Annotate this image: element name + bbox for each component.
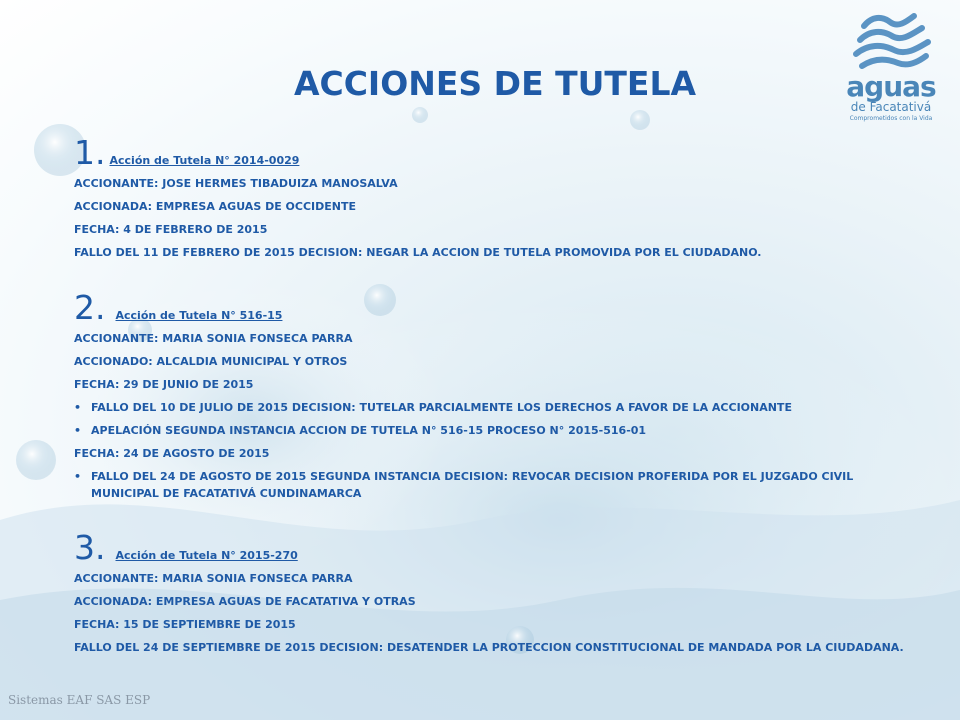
section-number: 3. (74, 528, 106, 567)
fecha-line: FECHA: 4 DE FEBRERO DE 2015 (74, 223, 268, 236)
section-link[interactable]: Acción de Tutela N° 2015-270 (115, 549, 298, 562)
bullet-item (74, 419, 914, 442)
fallo-line: FALLO DEL 24 DE SEPTIEMBRE DE 2015 DECISION: DESATENDER LA PROTECCION CONSTITUCIONAL DE MANDADA POR LA CIUDADANA. (74, 641, 904, 654)
page-title: ACCIONES DE TUTELA (293, 64, 697, 103)
fecha-line: FECHA: 24 DE AGOSTO DE 2015 (74, 447, 270, 460)
bullet-text: APELACIÓN SEGUNDA INSTANCIA ACCION DE TUTELA N° 516-15 PROCESO N° 2015-516-01 (91, 424, 647, 437)
accionado-line: ACCIONADO: ALCALDIA MUNICIPAL Y OTROS (74, 355, 348, 368)
section-number: 1. (74, 133, 106, 172)
section-header (74, 529, 914, 567)
bullet-item (74, 396, 914, 419)
fallo-line: FALLO DEL 11 DE FEBRERO DE 2015 DECISION: NEGAR LA ACCION DE TUTELA PROMOVIDA POR EL CIUDADANO. (74, 246, 762, 259)
logo-name: aguas (846, 70, 936, 103)
logo-tagline: Comprometidos con la Vida (849, 115, 933, 122)
section-1 (74, 134, 914, 264)
bullet-text: FALLO DEL 10 DE JULIO DE 2015 DECISION: TUTELAR PARCIALMENTE LOS DERECHOS A FAVOR DE LA ACCIONANTE (91, 401, 792, 414)
bullet-dot: • (74, 401, 82, 414)
footer-text: Sistemas EAF SAS ESP (8, 693, 151, 707)
section-number: 2. (74, 288, 106, 327)
fecha-line: FECHA: 29 DE JUNIO DE 2015 (74, 378, 254, 391)
fecha-line: FECHA: 15 DE SEPTIEMBRE DE 2015 (74, 618, 296, 631)
section-3 (74, 529, 914, 659)
wave-logo-icon (836, 8, 946, 70)
bullet-dot: • (74, 424, 82, 437)
bullet-text: FALLO DEL 24 DE AGOSTO DE 2015 SEGUNDA INSTANCIA DECISION: REVOCAR DECISION PROFERIDA POR EL JUZGADO CIVIL MUNICIPAL DE FACATATIVÁ CUNDINAMARCA (91, 470, 854, 500)
logo-subtitle: de Facatativá (850, 100, 932, 114)
accionada-line: ACCIONADA: EMPRESA AGUAS DE OCCIDENTE (74, 200, 357, 213)
section-link[interactable]: Acción de Tutela N° 516-15 (115, 309, 283, 322)
accionante-line: ACCIONANTE: MARIA SONIA FONSECA PARRA (74, 332, 353, 345)
bullet-item (74, 465, 914, 505)
section-2 (74, 289, 914, 505)
section-link[interactable]: Acción de Tutela N° 2014-0029 (109, 154, 300, 167)
section-header (74, 289, 914, 327)
accionante-line: ACCIONANTE: JOSE HERMES TIBADUIZA MANOSALVA (74, 177, 398, 190)
accionada-line: ACCIONADA: EMPRESA AGUAS DE FACATATIVA Y OTRAS (74, 595, 416, 608)
accionante-line: ACCIONANTE: MARIA SONIA FONSECA PARRA (74, 572, 353, 585)
section-header (74, 134, 914, 172)
bullet-dot: • (74, 470, 82, 483)
